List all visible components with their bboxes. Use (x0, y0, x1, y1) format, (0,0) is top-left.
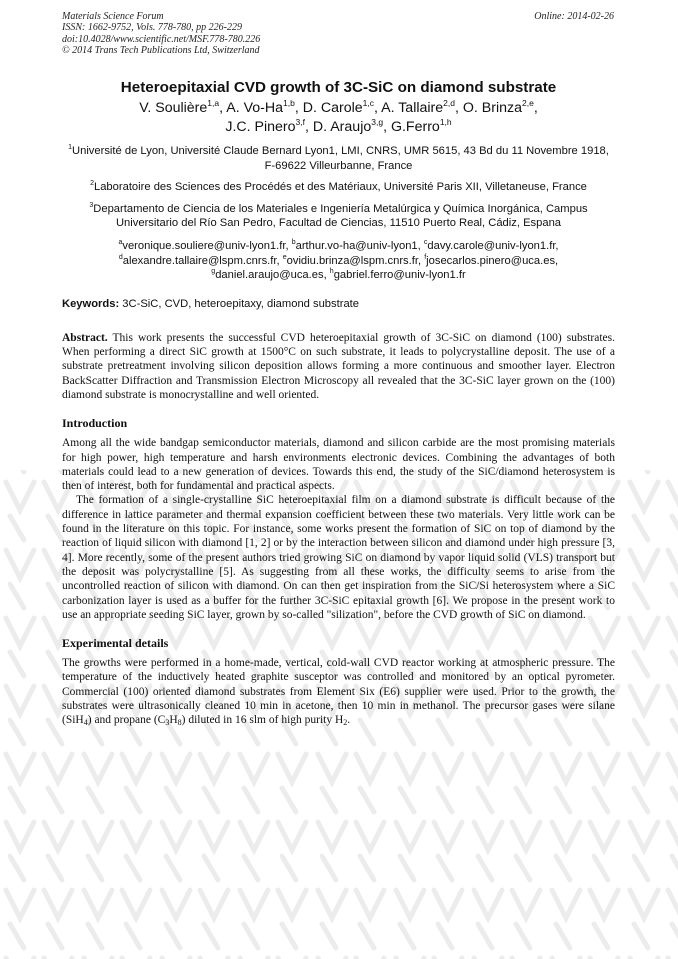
journal-info (62, 11, 422, 56)
author: A. Vo-Ha$^{1,b}$, (226, 98, 303, 116)
email: $^h$gabriel.ferro@univ-lyon1.fr (329, 268, 466, 282)
email: $^d$alexandre.tallaire@lspm.cnrs.fr, (118, 253, 283, 267)
experimental-paragraph-1: The growths were performed in a home-made, vertical, cold-wall CVD reactor working at atmospheric pressure. The temperature of the inductively heated graphite susceptor was controlled and monitored by an optical pyrometer. Commercial (100) oriented diamond substrates from Element Six (E6) supplier were used. Prior to the growth, the substrates were ultrasonically cleaned 10 min in acetone, then 10 min in methanol. The precursor gases were silane (SiH$_4$) and propane $(C_3H_8)$ diluted in 16 slm of high purity $H_2$. (62, 657, 615, 728)
author: J.C. Pinero$^{3,f}$, (225, 117, 313, 135)
intro-paragraph-2: The formation of a single-crystalline SiC heteroepitaxial film on a diamond substrate is difficult because of the difference in lattice parameter and thermal expansion coefficient between these two materials. Very little work can be found in the literature on this topic. For instance, some works present the formation of SiC on top of diamond by the reaction of liquid silicon with diamond [1, 2] or by the interaction between silicon and diamond under high pressure [3, 4]. More recently, some of the present authors tried growing SiC on diamond by vapor liquid solid (VLS) transport but the deposit was polycrystalline [5]. As suggesting from all these works, the difficulty seems to arise from the uncontrolled reaction of silicon with diamond. On can then get inspiration from the SiC/Si heterosystem where a SiC carbonization layer is used as a buffer for the further 3C-SiC epitaxial growth [6]. We propose in the present work to use an appropriate seeding SiC layer, grown by so-called "silization", before the CVD growth of SiC on diamond. (62, 494, 615, 621)
affiliation-1: $^1$Université de Lyon, Université Claude Bernard Lyon1, LMI, CNRS, UMR 5615, 43 Bd du 11 Novembre 1918, F-69622 Villeurbanne, France (68, 144, 609, 172)
doi-line: doi:10.4028/www.scientific.net/MSF.778-780.226 (62, 33, 261, 45)
email-list (62, 239, 615, 283)
author: O. Brinza$^{2,e}$, (462, 98, 538, 116)
author: A. Tallaire$^{2,d}$, (381, 98, 463, 116)
issn-line: ISSN: 1662-9752, Vols. 778-780, pp 226-229 (62, 22, 242, 34)
keywords-text: 3C-SiC, CVD, heteroepitaxy, diamond substrate (119, 297, 360, 310)
intro-paragraph-1: Among all the wide bandgap semiconductor materials, diamond and silicon carbide are the most promising materials for high power, high temperature and harsh environments electronic devices. Combining the advantages of both materials could lead to a new generation of devices. Towards this end, the study of the SiC/diamond heterosystem is then of interest, both for fundamental and practical aspects. (62, 437, 615, 493)
abstract (62, 331, 615, 402)
paper-title: Heteroepitaxial CVD growth of 3C-SiC on diamond substrate (120, 79, 557, 96)
paper-content (62, 79, 615, 728)
author: G.Ferro$^{1,h}$ (390, 117, 452, 135)
email: $^a$veronique.souliere@univ-lyon1.fr, (118, 238, 292, 252)
email: $^b$arthur.vo-ha@univ-lyon1, (291, 238, 424, 252)
journal-name: Materials Science Forum (62, 11, 164, 22)
abstract-text: This work presents the successful CVD heteroepitaxial growth of 3C-SiC on diamond (100) substrates. When performing a direct SiC growth at 1500°C on such substrate, it leads to polycrystalline deposit. The use of a substrate pretreatment involving silicon deposition allows forming a more continuous and smoother layer. Electron BackScatter Diffraction and Transmission Electron Microscopy all revealed that the 3C-SiC layer grown on the (100) diamond substrate is monocrystalline and well oriented. (62, 331, 615, 401)
copyright-line: © 2014 Trans Tech Publications Ltd, Switzerland (62, 44, 260, 56)
email: $^f$josecarlos.pinero@uca.es, (424, 253, 559, 267)
keywords (62, 297, 615, 311)
author: D. Araujo$^{3,g}$, (312, 117, 391, 135)
affiliation-2: $^2$Laboratoire des Sciences des Procédés et des Matériaux, Université Paris XII, Villetaneuse, France (90, 180, 587, 194)
email: $^g$daniel.araujo@uca.es, (211, 268, 330, 282)
section-heading-experimental: Experimental details (62, 636, 169, 651)
affiliation-3: $^3$Departamento de Ciencia de los Materiales e Ingeniería Metalúrgica y Química Inorgánica, Campus Universitario del Río San Pedro, Facultad de Ciencias, 11510 Puerto Real, Cádiz, Espana (89, 201, 588, 230)
email: $^c$davy.carole@univ-lyon1.fr, (423, 238, 559, 252)
abstract-label: Abstract. (62, 331, 108, 344)
keywords-label: Keywords: (62, 297, 120, 310)
online-date: Online: 2014-02-26 (534, 11, 614, 22)
author: D. Carole$^{1,c}$, (302, 98, 382, 116)
section-heading-introduction: Introduction (62, 416, 128, 431)
author: V. Soulière$^{1,a}$, (139, 98, 227, 116)
author-list (62, 99, 615, 137)
email: $^e$ovidiu.brinza@lspm.cnrs.fr, (282, 253, 425, 267)
